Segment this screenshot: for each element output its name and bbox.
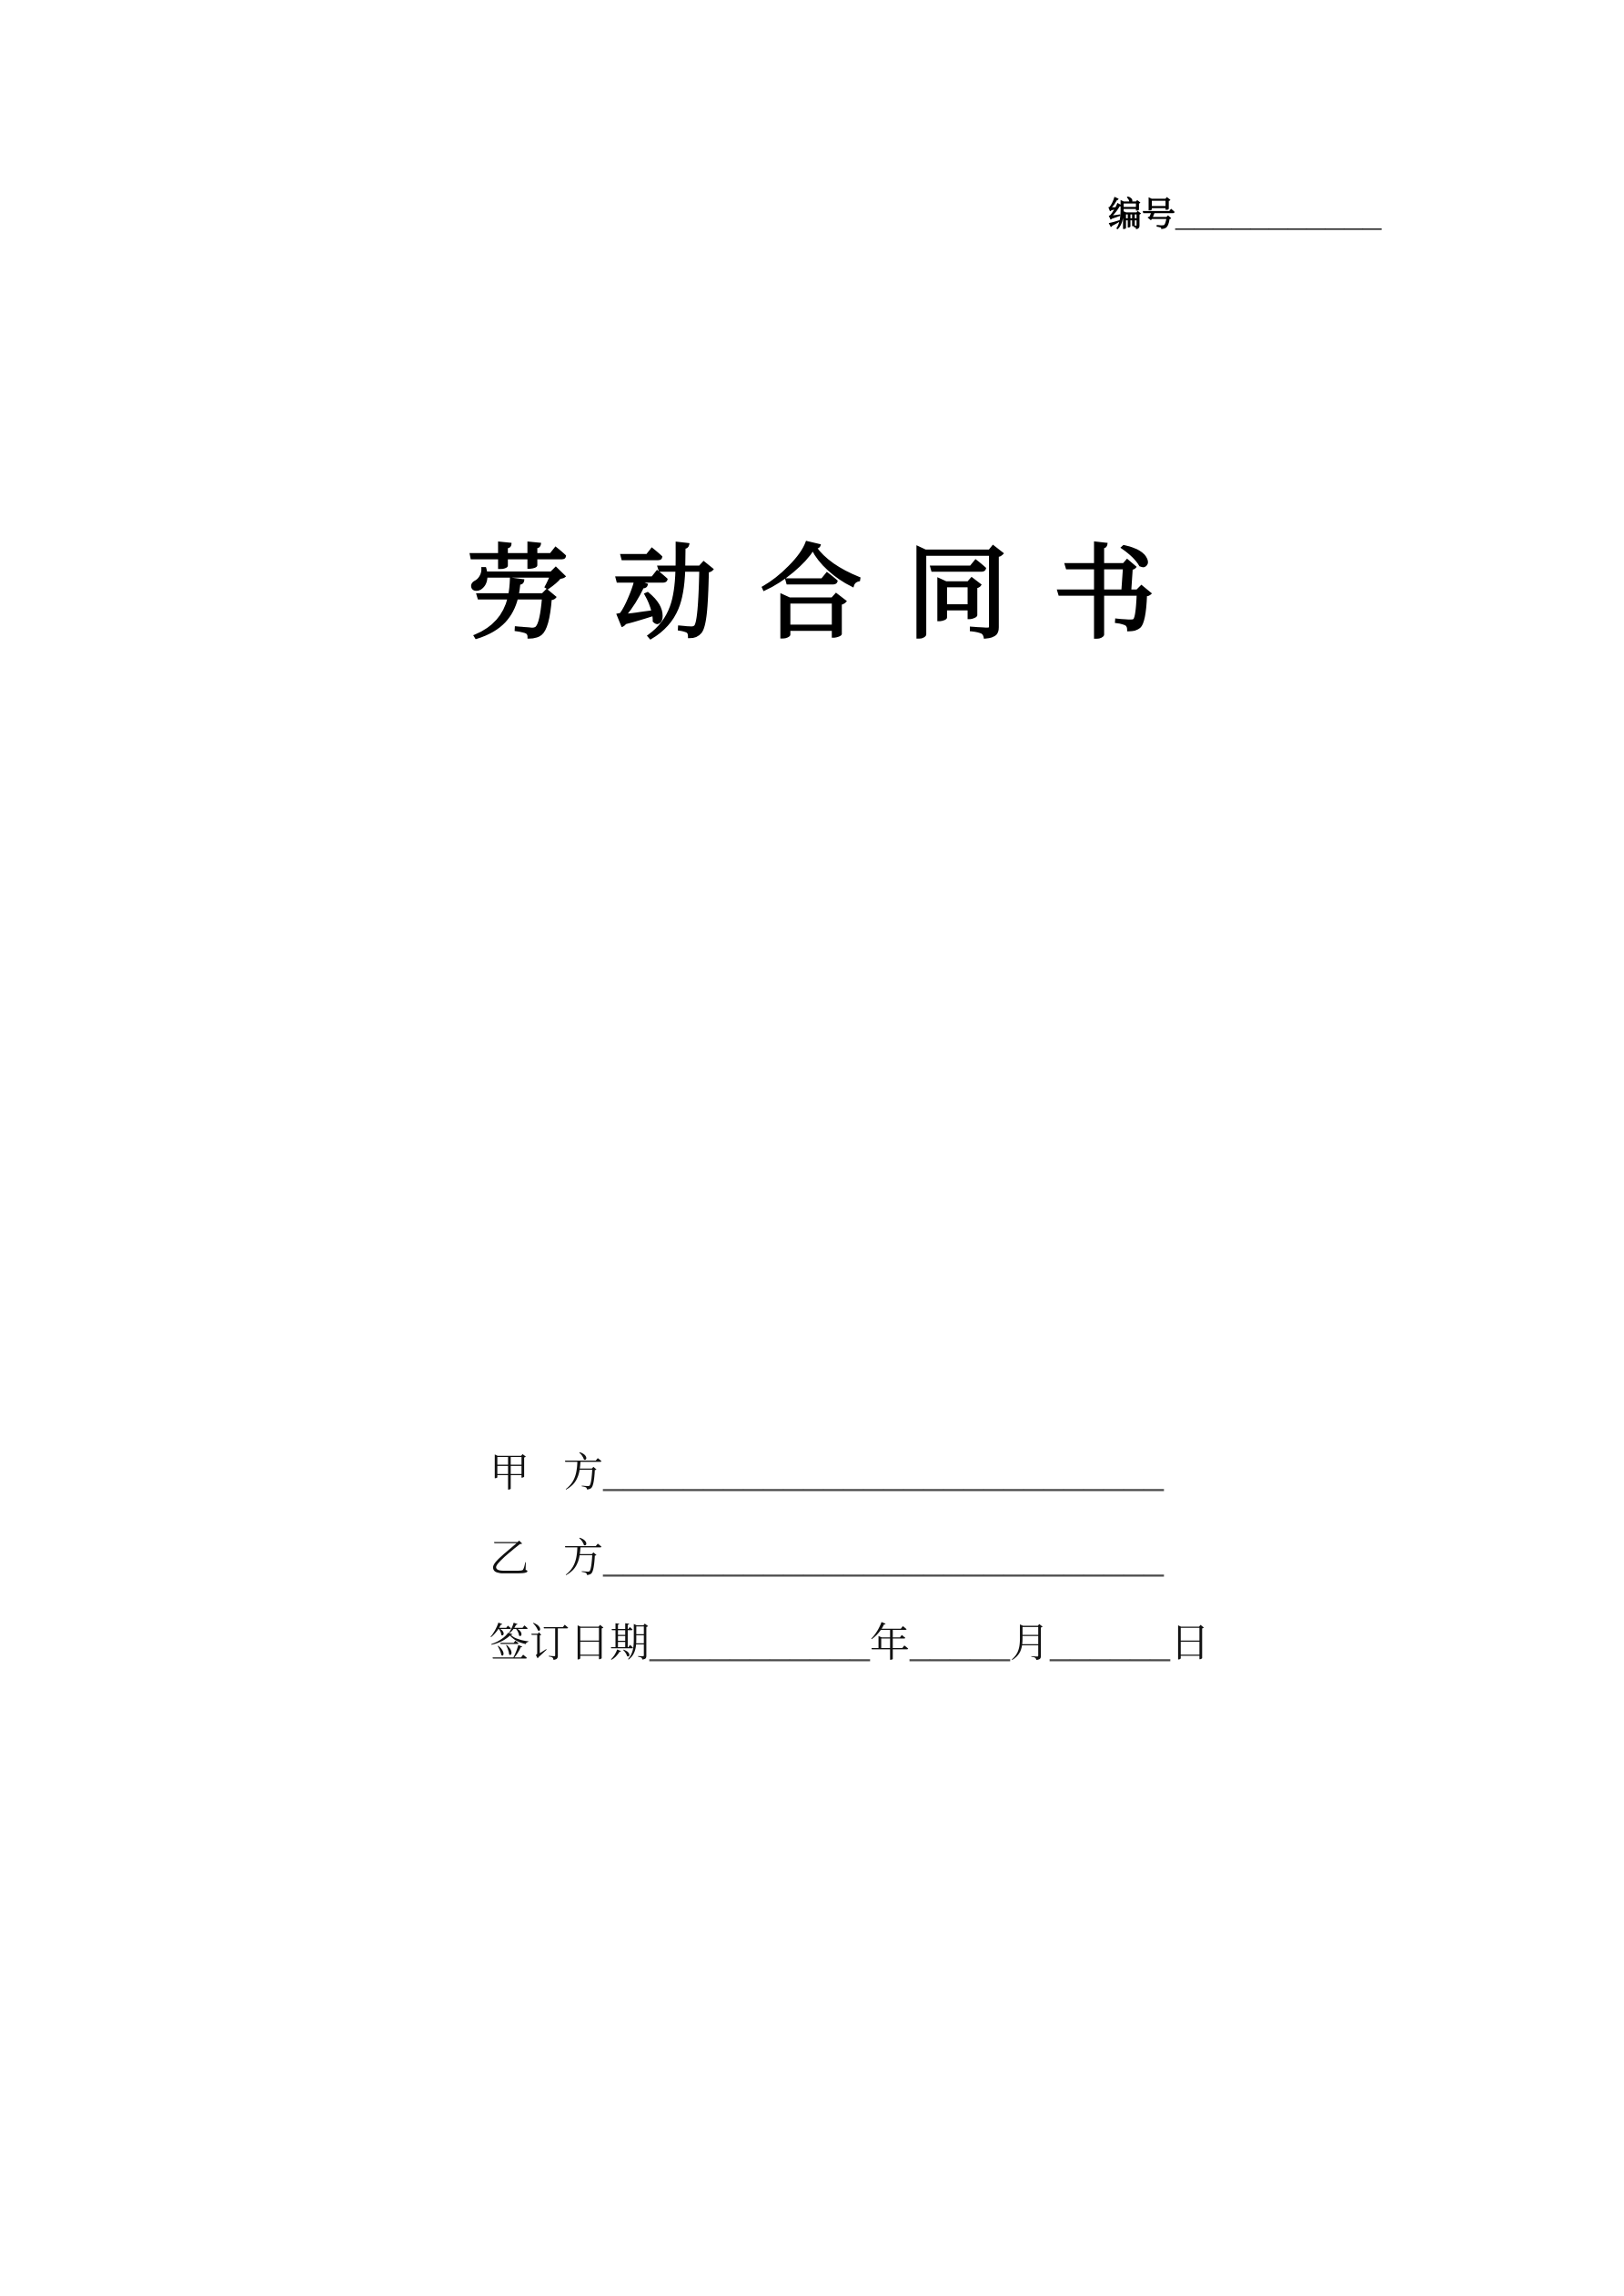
- signing-date-month-blank-line: _____: [910, 1621, 1010, 1665]
- party-a-label: 甲 方: [489, 1451, 603, 1495]
- signing-date-day-blank-line: ______: [1050, 1621, 1170, 1665]
- party-a-blank-line: ____________________________: [603, 1451, 1164, 1495]
- day-label: 日: [1170, 1621, 1210, 1665]
- party-b-blank-line: ____________________________: [603, 1536, 1164, 1581]
- party-a-row: [489, 1449, 1164, 1497]
- serial-number-row: [1108, 195, 1381, 235]
- party-b-label: 乙 方: [489, 1536, 603, 1581]
- serial-number-label: 编号: [1108, 196, 1175, 233]
- month-label: 月: [1010, 1621, 1050, 1665]
- signing-date-label: 签订日期: [489, 1621, 650, 1665]
- document-title: 劳 动 合 同 书: [467, 537, 1157, 651]
- party-b-row: [489, 1534, 1164, 1583]
- signing-date-row: [489, 1619, 1210, 1667]
- serial-number-blank-line: ___________: [1175, 196, 1382, 233]
- signing-date-year-blank-line: ___________: [650, 1621, 870, 1665]
- year-label: 年: [870, 1621, 910, 1665]
